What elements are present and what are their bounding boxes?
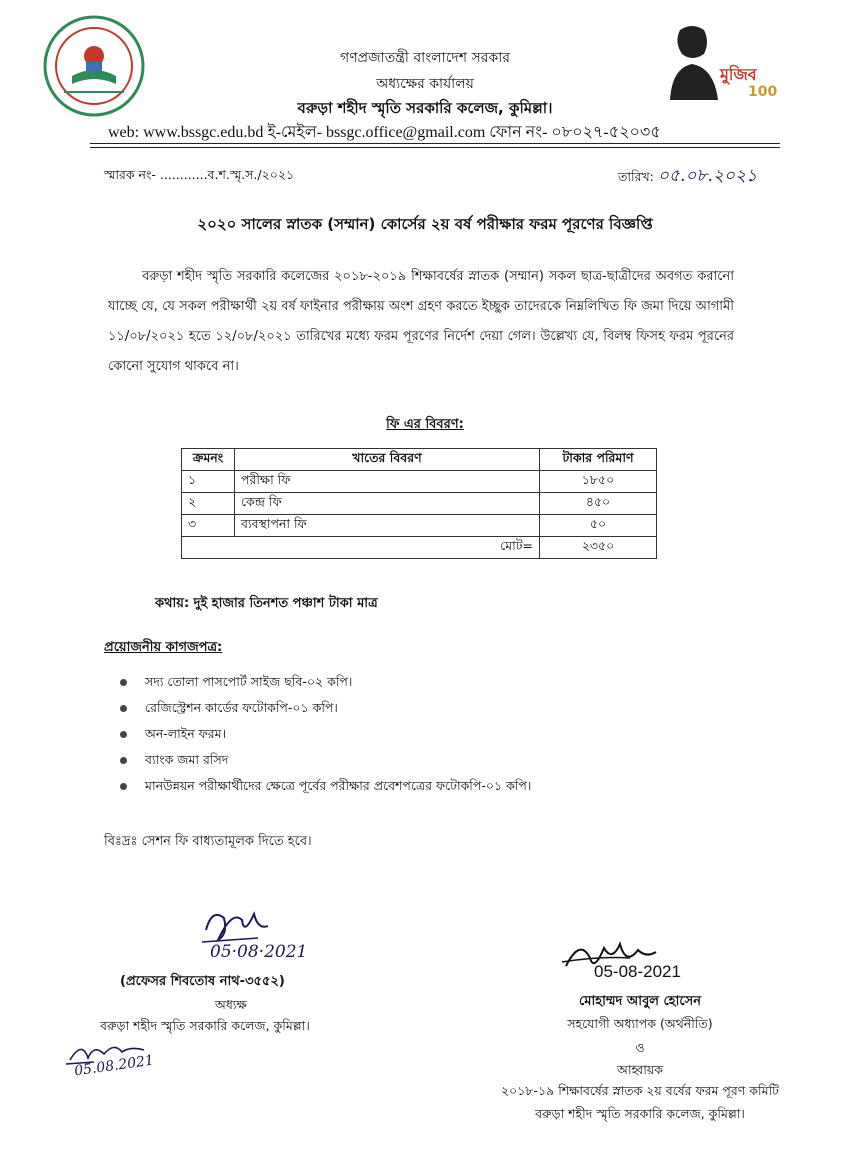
total-label: মোট= [235, 537, 540, 559]
convener-name: মোহাম্মদ আবুল হোসেন [579, 994, 701, 1009]
table-header-row [182, 449, 657, 471]
date-value: ০৫.০৮.২০২১ [657, 166, 758, 186]
row-item: ব্যবস্থাপনা ফি [235, 515, 540, 537]
notice-title: ২০২০ সালের স্নাতক (সম্মান) কোর্সের ২য় বর্ষ পরীক্ষার ফরম পূরণের বিজ্ঞপ্তি [197, 215, 653, 233]
contact-line: web: www.bssgc.edu.bd ই-মেইল- bssgc.office@gmail.com ফোন নং- ০৮০২৭-৫২০৩৫ [108, 124, 661, 141]
principal-institution: বরুড়া শহীদ স্মৃতি সরকারি কলেজ, কুমিল্লা। [100, 1018, 310, 1033]
documents-heading: প্রয়োজনীয় কাগজপত্র: [104, 640, 223, 655]
committee-name: ২০১৮-১৯ শিক্ষাবর্ষের স্নাতক ২য় বর্ষের ফরম পূরণ কমিটি [501, 1083, 779, 1098]
svg-text:100: 100 [748, 84, 778, 100]
initials-date: 05.08.2021 [73, 1052, 155, 1080]
bullet-icon [120, 783, 127, 790]
row-serial: ১ [182, 471, 235, 493]
list-item-text: মানউন্নয়ন পরীক্ষার্থীদের ক্ষেত্রে পূর্বের পরীক্ষার প্রবেশপত্রের ফটোকপি-০১ কপি। [145, 778, 532, 793]
mujib-100-portrait-icon [662, 20, 778, 100]
memo-date [618, 163, 757, 191]
table-row [182, 515, 657, 537]
convener-title: আহ্বায়ক [617, 1062, 663, 1077]
table-total-row [182, 537, 657, 559]
list-item [120, 670, 531, 696]
list-item [120, 696, 531, 722]
svg-text:মুজিব: মুজিব [720, 65, 757, 84]
list-item-text: অন-লাইন ফরম। [145, 726, 227, 741]
amount-in-words: কথায়: দুই হাজার তিনশত পঞ্চাশ টাকা মাত্র [155, 596, 378, 611]
list-item [120, 774, 531, 800]
row-serial: ৩ [182, 515, 235, 537]
convener-institution: বরুড়া শহীদ স্মৃতি সরকারি কলেজ, কুমিল্লা। [535, 1106, 745, 1121]
row-amount: ৫০ [540, 515, 657, 537]
memo-number: স্মারক নং- ............ব.শ.স্মৃ.স./২০২১ [104, 167, 295, 182]
col-serial: ক্রমনং [182, 449, 235, 471]
bullet-icon [120, 731, 127, 738]
row-item: কেন্দ্র ফি [235, 493, 540, 515]
total-amount: ২৩৫০ [540, 537, 657, 559]
institution-name: বরুড়া শহীদ স্মৃতি সরকারি কলেজ, কুমিল্লা। [297, 99, 553, 117]
principal-sign-date: 05·08·2021 [210, 942, 308, 962]
list-item-text: ব্যাংক জমা রসিদ [145, 752, 229, 767]
list-item [120, 748, 531, 774]
fees-table [181, 448, 657, 559]
bullet-icon [120, 679, 127, 686]
bullet-icon [120, 705, 127, 712]
table-row [182, 471, 657, 493]
notice-body: বরুড়া শহীদ স্মৃতি সরকারি কলেজের ২০১৮-২০১৯ শিক্ষাবর্ষের স্নাতক (সম্মান) সকল ছাত্র-ছাত্রীদের অবগত করানো যাচ্ছে যে, যে সকল পরীক্ষার্থী ২য় বর্ষ ফাইনার পরীক্ষায় অংশ গ্রহণ করতে ইচ্ছুক তাদেরকে নিম্নলিখিত ফি জমা দিয়ে আগামী ১১/০৮/২০২১ হতে ১২/০৮/২০২১ তারিখের মধ্যে ফরম পূরণের নির্দেশ দেয়া গেল। উল্লেখ্য যে, বিলম্ব ফিসহ ফরম পূরনের কোনো সুযোগ থাকবে না। [108, 269, 734, 374]
col-amount: টাকার পরিমাণ [540, 449, 657, 471]
note-text: বিঃদ্রঃ সেশন ফি বাধ্যতামূলক দিতে হবে। [104, 834, 312, 849]
convener-role: সহযোগী অধ্যাপক (অর্থনীতি) [567, 1016, 713, 1031]
fees-heading: ফি এর বিবরণ: [386, 417, 464, 432]
header-rule-thin [90, 147, 780, 148]
row-amount: ৪৫০ [540, 493, 657, 515]
header-rule [90, 143, 780, 144]
list-item-text: সদ্য তোলা পাসপোর্ট সাইজ ছবি-০২ কপি। [145, 674, 353, 689]
list-item-text: রেজিস্ট্রেশন কার্ডের ফটোকপি-০১ কপি। [145, 700, 338, 715]
row-serial: ২ [182, 493, 235, 515]
principal-role: অধ্যক্ষ [215, 997, 247, 1012]
office-name: অধ্যক্ষের কার্যালয় [376, 76, 474, 92]
conjunction: ও [635, 1040, 645, 1055]
table-row [182, 493, 657, 515]
col-item: খাতের বিবরণ [235, 449, 540, 471]
principal-name: (প্রফেসর শিবতোষ নাথ-৩৫৫২) [120, 974, 285, 989]
convener-sign-date: 05-08-2021 [594, 962, 681, 981]
documents-list [120, 670, 531, 800]
govt-name: গণপ্রজাতন্ত্রী বাংলাদেশ সরকার [340, 50, 510, 66]
list-item [120, 722, 531, 748]
bullet-icon [120, 757, 127, 764]
total-empty [182, 537, 235, 559]
row-amount: ১৮৫০ [540, 471, 657, 493]
date-label: তারিখ: [618, 169, 654, 184]
row-item: পরীক্ষা ফি [235, 471, 540, 493]
